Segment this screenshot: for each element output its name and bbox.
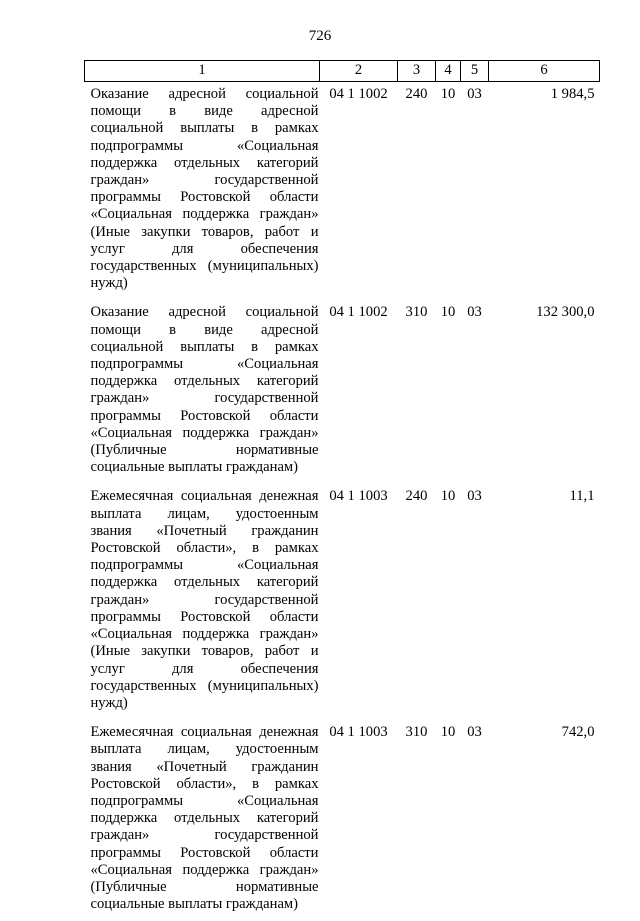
column-header-5: 5	[461, 61, 489, 82]
row-col3: 310	[405, 724, 428, 741]
row-description: Оказание адресной социальной помощи в виде адресной социальной выплаты в рамках подпрограммы «Социальная поддержка отдельных категорий граждан» государственной программы Ростовской области «Социальная поддержка граждан» (Публичные нормативные социальные выплаты гражданам)	[90, 304, 319, 476]
row-col4: 10	[440, 488, 456, 505]
row-col5: 03	[467, 86, 482, 102]
page-number: 726	[308, 28, 332, 44]
row-amount: 11,1	[569, 488, 595, 505]
row-col5: 03	[467, 724, 482, 741]
row-code: 04 1 1003	[329, 488, 388, 505]
row-description: Ежемесячная социальная денежная выплата лицам, удостоенным звания «Почетный гражданин Ростовской области», в рамках подпрограммы «Социальная поддержка отдельных категорий граждан» государственной программы Ростовской области «Социальная поддержка граждан» (Иные закупки товаров, работ и услуг для обеспечения государственных (муниципальных) нужд)	[90, 488, 319, 711]
column-header-4: 4	[436, 61, 461, 82]
row-code: 04 1 1002	[329, 304, 388, 321]
table-row	[85, 82, 600, 301]
row-description: Ежемесячная социальная денежная выплата лицам, удостоенным звания «Почетный гражданин Ростовской области», в рамках подпрограммы «Социальная поддержка отдельных категорий граждан» государственной программы Ростовской области «Социальная поддержка граждан» (Публичные нормативные социальные выплаты гражданам)	[90, 724, 319, 913]
table-row	[85, 300, 600, 484]
row-amount: 742,0	[561, 724, 595, 741]
row-col3: 240	[405, 488, 428, 505]
row-col4: 10	[440, 86, 456, 102]
table-row	[85, 720, 600, 921]
row-col5: 03	[467, 304, 482, 321]
row-amount: 1 984,5	[550, 86, 595, 102]
row-code: 04 1 1002	[329, 86, 388, 102]
row-col3: 240	[405, 86, 428, 102]
row-description: Оказание адресной социальной помощи в виде адресной социальной выплаты в рамках подпрограммы «Социальная поддержка отдельных категорий граждан» государственной программы Ростовской области «Социальная поддержка граждан» (Иные закупки товаров, работ и услуг для обеспечения государственных (муниципальных) нужд)	[90, 86, 319, 292]
row-col4: 10	[440, 724, 456, 741]
table-header-row	[85, 61, 600, 82]
column-header-3: 3	[398, 61, 436, 82]
row-col3: 310	[405, 304, 428, 321]
row-col5: 03	[467, 488, 482, 505]
table-row	[85, 484, 600, 720]
column-header-2: 2	[320, 61, 398, 82]
column-header-6: 6	[489, 61, 600, 82]
row-code: 04 1 1003	[329, 724, 388, 741]
budget-table	[84, 60, 600, 921]
row-col4: 10	[440, 304, 456, 321]
column-header-1: 1	[85, 61, 320, 82]
row-amount: 132 300,0	[536, 304, 595, 321]
